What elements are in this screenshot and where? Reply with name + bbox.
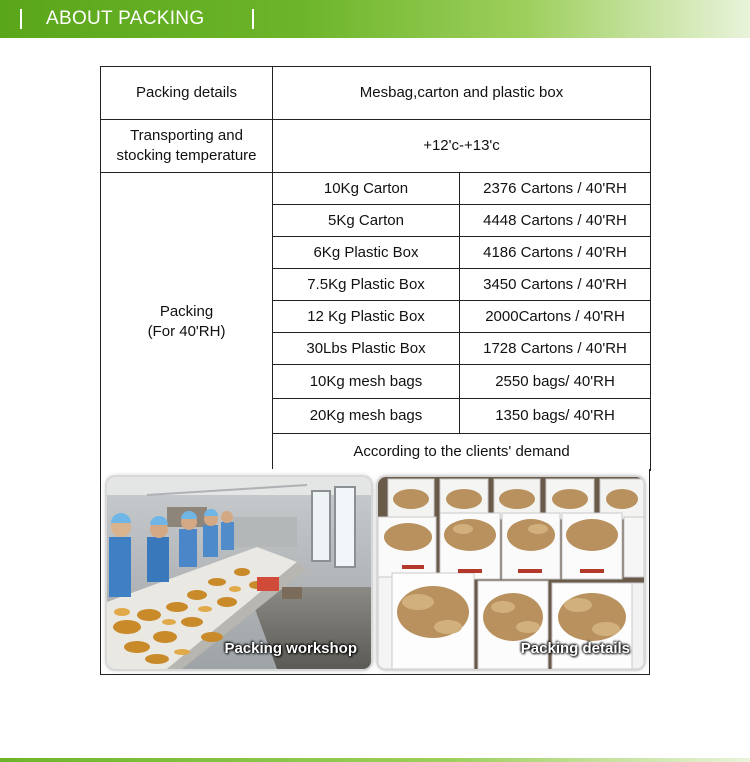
packing-type: 6Kg Plastic Box bbox=[273, 237, 460, 269]
photo-caption: Packing workshop bbox=[224, 640, 357, 657]
packing-type: 30Lbs Plastic Box bbox=[273, 333, 460, 365]
packing-type: 10Kg Carton bbox=[273, 173, 460, 205]
packing-spec-table bbox=[100, 66, 651, 471]
packing-quantity: 1350 bags/ 40'RH bbox=[460, 399, 651, 434]
packing-quantity: 2550 bags/ 40'RH bbox=[460, 365, 651, 399]
packing-type: 20Kg mesh bags bbox=[273, 399, 460, 434]
row-value: Mesbag,carton and plastic box bbox=[273, 67, 651, 120]
banner-divider-left bbox=[20, 9, 22, 29]
packing-label: Packing (For 40'RH) bbox=[101, 173, 273, 471]
packing-type: 12 Kg Plastic Box bbox=[273, 301, 460, 333]
table-row bbox=[101, 67, 651, 120]
packing-quantity: 4186 Cartons / 40'RH bbox=[460, 237, 651, 269]
photo-strip bbox=[100, 469, 650, 675]
packing-workshop-photo bbox=[107, 477, 371, 669]
packing-quantity: 2376 Cartons / 40'RH bbox=[460, 173, 651, 205]
table-row bbox=[101, 173, 651, 205]
packing-quantity: 2000Cartons / 40'RH bbox=[460, 301, 651, 333]
row-label: Packing details bbox=[101, 67, 273, 120]
section-title: ABOUT PACKING bbox=[46, 8, 205, 29]
header-banner bbox=[0, 0, 750, 38]
packing-note: According to the clients' demand bbox=[273, 434, 651, 471]
packing-quantity: 3450 Cartons / 40'RH bbox=[460, 269, 651, 301]
row-label: Transporting and stocking temperature bbox=[101, 120, 273, 173]
packing-quantity: 4448 Cartons / 40'RH bbox=[460, 205, 651, 237]
packing-quantity: 1728 Cartons / 40'RH bbox=[460, 333, 651, 365]
photo-caption: Packing details bbox=[520, 640, 630, 657]
packing-type: 7.5Kg Plastic Box bbox=[273, 269, 460, 301]
packing-details-photo bbox=[378, 477, 644, 669]
table-row bbox=[101, 120, 651, 173]
banner-divider-right bbox=[252, 9, 254, 29]
packing-type: 10Kg mesh bags bbox=[273, 365, 460, 399]
row-value: +12'c-+13'c bbox=[273, 120, 651, 173]
packing-type: 5Kg Carton bbox=[273, 205, 460, 237]
footer-rule bbox=[0, 758, 750, 762]
